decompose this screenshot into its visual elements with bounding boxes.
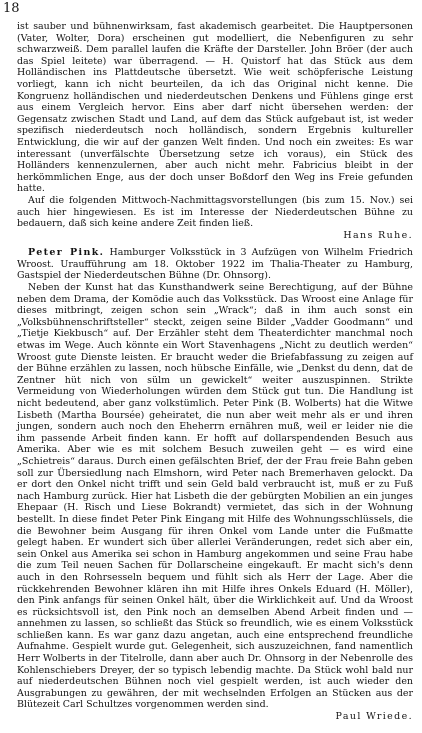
article2-signature: Paul Wriede. (335, 711, 413, 723)
article1-paragraph-1: ist sauber und bühnenwirksam, fast akademisch gearbeitet. Die Hauptpersonen (Vater, Wolter, Dora) erscheinen gut modelliert, die Nebenfiguren zu sehr schwarzweiß. Dem parallel laufen die Kräfte der Darsteller. John Bröer (der auch das Spiel leitete) war überragend. — H. Quistorf hat das Stück aus dem Holländischen ins Plattdeutsche übersetzt. Wie weit schöpferische Leistung vorliegt, kann ich nicht beurteilen, da ich das Original nicht kenne. Die Kongruenz holländischen und niederdeutschen Denkens und Fühlens ginge erst aus einem Vergleich hervor. Eins aber darf nicht übersehen werden: der Gegensatz zwischen Stadt und Land, auf dem das Stück aufgebaut ist, ist weder spezifisch niederdeutsch noch holländisch, sondern Ergebnis kultureller Entwicklung, die wir auf der ganzen Welt finden. Und noch ein zweites: Es war interessant (unverfälschte Übersetzung setze ich voraus), ein Stück des Holländers kennenzulernen, aber auch nicht mehr. Fabricius bleibt in der herkömmlichen Enge, aus der doch unser Boßdorf den Weg ins Freie gefunden hatte. (17, 21, 413, 195)
article2-paragraph-1: Neben der Kunst hat das Kunsthandwerk seine Berechtigung, auf der Bühne neben dem Drama, der Komödie auch das Volksstück. Das Wroost eine Anlage für dieses mitbringt, zeigen schon sein „Wrack“; daß in ihm auch sonst ein „Volksbühnenschriftsteller“ steckt, zeigen seine Bilder „Vadder Goodmann“ und „Tietje Kiekbusch“ auf. Der Erzähler steht dem Theaterdichter manchmal noch etwas im Wege. Auch könnte ein Wort Stavenhagens „Nicht zu deutlich werden“ Wroost gute Dienste leisten. Er braucht weder die Briefabfassung zu zeigen auf der Bühne erzählen zu lassen, noch hübsche Einfälle, wie „Denkst du denn, dat de Zentner hüt nich von sülm un gewickelt“ weiter auszuspinnen. Strikte Vermeidung von Wiederholungen würden dem Stück gut tun. Die Handlung ist nicht bedeutend, aber ganz volkstümlich. Peter Pink (B. Wolberts) hat die Witwe Lisbeth (Martha Boursée) geheiratet, die nun aber weit mehr als er und ihren jungen, sondern auch noch den Eheherrn ernähren muß, weil er leider nie die ihm passende Arbeit finden kann. Er hofft auf dollarspendenden Besuch aus Amerika. Aber wie es mit solchem Besuch zuweilen geht — es wird eine „Schietreis“ daraus. Durch einen gefälschten Brief, der der Frau freie Bahn geben soll zur Übersiedlung nach Elmshorn, wird Peter nach Bremerhaven gelockt. Da er dort den Onkel nicht trifft und sein Geld bald verbraucht ist, muß er zu Fuß nach Hamburg zurück. Hier hat Lisbeth die der gebürgten Mobilien an ein junges Ehepaar (H. Risch und Liese Bokrandt) vermietet, das sich in der Wohnung bestellt. In diese findet Peter Pink Eingang mit Hilfe des Wohnungsschlüssels, die die Bewohner beim Ausgang für ihren Onkel vom Lande unter die Fußmatte gelegt haben. Er wundert sich über allerlei Veränderungen, redet sich aber ein, sein Onkel aus Amerika sei schon in Hamburg angekommen und seine Frau habe die zum Teil neuen Sachen für Dollarscheine eingekauft. Er macht sich's denn auch in den Rohrsesseln bequem und fühlt sich als Herr der Lage. Aber die rückkehrenden Bewohner klären ihn mit Hilfe ihres Onkels Eduard (H. Möller), den Pink anfangs für seinen Onkel hält, über die Wirklichkeit auf. Und da Wroost es rücksichtsvoll ist, den Pink noch an demselben Abend Arbeit finden und — annehmen zu lassen, so schließt das Stück so freundlich, wie es einem Volksstück schließen kann. Es war ganz dazu angetan, auch eine entsprechend freundliche Aufnahme. Gespielt wurde gut. Gelegenheit, sich auszuzeichnen, fand namentlich Herr Wolberts in der Titelrolle, dann aber auch Dr. Ohnsorg in der Nebenrolle des Kohlenschiebers Dreyer, der so typisch lebendig machte. Da Stück wohl bald nur auf niederdeutschen Bühnen noch viel gespielt werden, ist auch wieder den Ausgrabungen zu gewähren, der mit wechselnden Erfolgen an Stücken aus der Blütezeit Carl Schultzes vorgenommen werden sind. (17, 282, 413, 711)
article2-heading (17, 247, 413, 282)
article2-title: Peter Pink. (28, 247, 105, 259)
article1-paragraph-2: Auf die folgenden Mittwoch-Nachmittagsvorstellungen (bis zum 15. Nov.) sei auch hier hingewiesen. Es ist im Interesse der Niederdeutschen Bühne zu bedauern, daß sich keine andere Zeit finden ließ. (17, 194, 413, 230)
article1-signature: Hans Ruhe. (343, 229, 413, 241)
page-number: 18 (3, 1, 20, 16)
article2-subtitle: Hamburger Volksstück in 3 Aufzügen von Wilhelm Friedrich Wroost. Uraufführung am 18. Oktober 1922 im Thalia-Theater zu Hamburg, Gastspiel der Niederdeutschen Bühne (Dr. Ohnsorg). (17, 247, 413, 282)
text-column (17, 21, 413, 723)
